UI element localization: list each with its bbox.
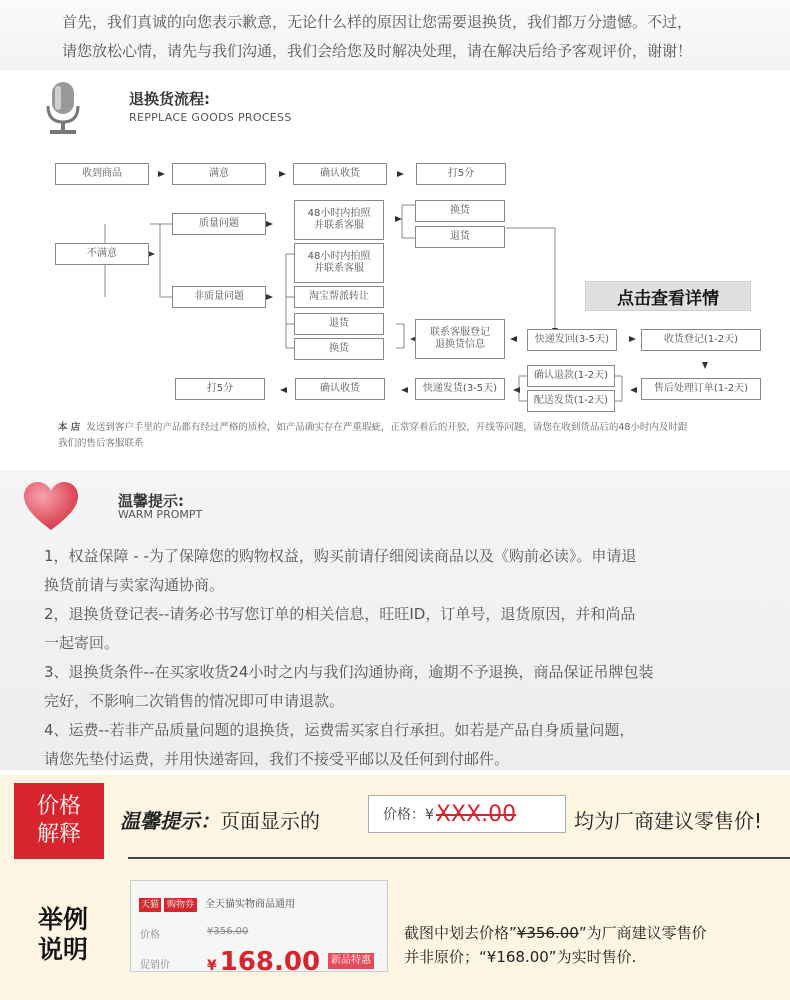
divider	[128, 857, 790, 859]
sample-price-struck: XXX.00	[435, 801, 517, 827]
example-price-card	[130, 880, 388, 977]
price-explanation-badge	[14, 783, 104, 859]
coupon-badge: 购物券	[164, 898, 197, 912]
flow-taobao-dispatch: 淘宝帮派转让	[294, 286, 384, 308]
intro-line-1: 首先，我们真诚的向您表示歉意，无论什么样的原因让您需要退换货，我们都万分遗憾。不过，	[62, 13, 693, 31]
intro-line-2: 请您放松心情，请先与我们沟通，我们会给您及时解决处理，请在解决后给予客观评价，谢谢！	[62, 42, 693, 60]
flow-express-ship: 快递发货(3-5天)	[415, 378, 505, 400]
flow-photo-contact-2-line2: 并联系客服	[314, 263, 364, 274]
card-title: 全天猫实物商品通用	[205, 899, 295, 910]
card-current-price	[207, 947, 320, 977]
flow-satisfied: 满意	[172, 163, 266, 185]
card-original-price: ¥356.00	[207, 926, 249, 937]
apology-intro	[0, 0, 790, 70]
tip-line: 2，退换货登记表--请务必书写您订单的相关信息，旺旺ID，订单号，退货原因，并和尚品	[44, 605, 636, 623]
flow-register-info	[415, 319, 505, 359]
badge-line-2: 解释	[36, 822, 81, 847]
flow-photo-contact-2	[294, 243, 384, 283]
flow-return: 退货	[415, 226, 505, 248]
flow-photo-contact-line1: 48小时内拍照	[307, 208, 371, 219]
store-note-label: 本 店	[58, 422, 81, 433]
flow-five-star: 打5分	[416, 163, 506, 185]
flow-confirm-receipt-2: 确认收货	[295, 378, 385, 400]
warm-tips	[44, 542, 764, 774]
tip-line: 1，权益保障 - -为了保障您的购物权益，购买前请仔细阅读商品以及《购前必读》。申请退	[44, 547, 637, 565]
flow-exchange-2: 换货	[294, 338, 384, 360]
microphone-icon	[40, 80, 90, 136]
store-note	[58, 420, 778, 452]
price-tip-end: 均为厂商建议零售价!	[574, 809, 763, 833]
sample-price-box	[368, 795, 566, 833]
sample-price-label: 价格：¥	[383, 807, 434, 823]
flow-delivery: 配送发货(1-2天)	[527, 390, 615, 412]
process-header	[32, 76, 752, 138]
warm-subtitle: WARM PROMPT	[118, 508, 203, 521]
flow-non-quality-issue: 非质量问题	[172, 286, 266, 308]
flow-confirm-refund: 确认退款(1-2天)	[527, 365, 615, 387]
explain-part-a: 截图中划去价格”	[404, 924, 517, 942]
flow-five-star-2: 打5分	[175, 378, 265, 400]
price-tip-text: 页面显示的	[220, 809, 320, 833]
tip-line: 3、退换货条件--在买家收货24小时之内与我们沟通协商，逾期不予退换，商品保证吊牌包装	[44, 663, 654, 681]
flow-unsatisfied: 不满意	[55, 243, 149, 265]
flow-photo-contact-2-line1: 48小时内拍照	[307, 251, 371, 262]
flow-photo-contact-line2: 并联系客服	[314, 220, 364, 231]
card-price-label: 价格	[140, 930, 160, 941]
flow-quality-issue: 质量问题	[172, 213, 266, 235]
flow-register-receipt: 收货登记(1-2天)	[641, 329, 761, 351]
price-explanation-section	[0, 775, 790, 1000]
example-line-1: 举例	[38, 905, 89, 934]
process-title: 退换货流程:	[129, 90, 210, 108]
example-line-2: 说明	[38, 935, 89, 964]
tip-line: 完好，不影响二次销售的情况即可申请退款。	[44, 692, 345, 710]
flow-return-2: 退货	[294, 313, 384, 335]
flow-register-line1: 联系客服登记	[430, 327, 490, 338]
tip-line: 换货前请与卖家沟通协商。	[44, 576, 225, 594]
tip-line: 4、运费--若非产品质量问题的退换货，运费需买家自行承担。如若是产品自身质量问题，	[44, 721, 635, 739]
badge-line-1: 价格	[36, 794, 81, 819]
store-note-line1: 发送到客户手里的产品都有经过严格的质检，如产品确实存在严重瑕疵，正常穿着后的开胶，开线等问题，请您在收到货品后的48小时内及时跟	[86, 422, 688, 433]
flow-confirm-receipt: 确认收货	[293, 163, 387, 185]
explain-line-2: 并非原价；“¥168.00”为实时售价.	[404, 948, 637, 966]
flow-photo-contact	[294, 200, 384, 240]
explain-struck-price: ¥356.00	[516, 924, 579, 942]
price-tip-label: 温馨提示：	[120, 809, 220, 833]
price-tip	[120, 805, 320, 834]
explain-part-c: ”为厂商建议零售价	[578, 924, 707, 942]
tip-line: 一起寄回。	[44, 634, 120, 652]
current-price-value: 168.00	[219, 947, 321, 977]
warm-title: 温馨提示:	[118, 492, 184, 510]
flow-register-line2: 退换货信息	[435, 339, 485, 350]
flow-exchange: 换货	[415, 200, 505, 222]
tip-line: 请您先垫付运费，并用快递寄回，我们不接受平邮以及任何到付邮件。	[44, 750, 510, 768]
store-note-line2: 我们的售后客服联系	[58, 438, 144, 449]
example-explanation	[404, 921, 790, 969]
example-label	[38, 905, 102, 965]
card-promo-label: 促销价	[140, 960, 170, 971]
process-subtitle: REPPLACE GOODS PROCESS	[129, 111, 292, 124]
flow-after-sale: 售后处理订单(1-2天)	[641, 378, 761, 400]
heart-icon	[22, 480, 80, 532]
view-details-button[interactable]: 点击查看详情	[585, 281, 751, 311]
tmall-badge: 天猫	[141, 900, 160, 910]
flow-received: 收到商品	[55, 163, 149, 185]
warm-prompt-section	[0, 470, 790, 770]
new-product-tag: 新品特惠	[328, 953, 374, 969]
currency-symbol: ¥	[207, 958, 217, 974]
flow-express-send: 快递发回(3-5天)	[527, 329, 617, 351]
